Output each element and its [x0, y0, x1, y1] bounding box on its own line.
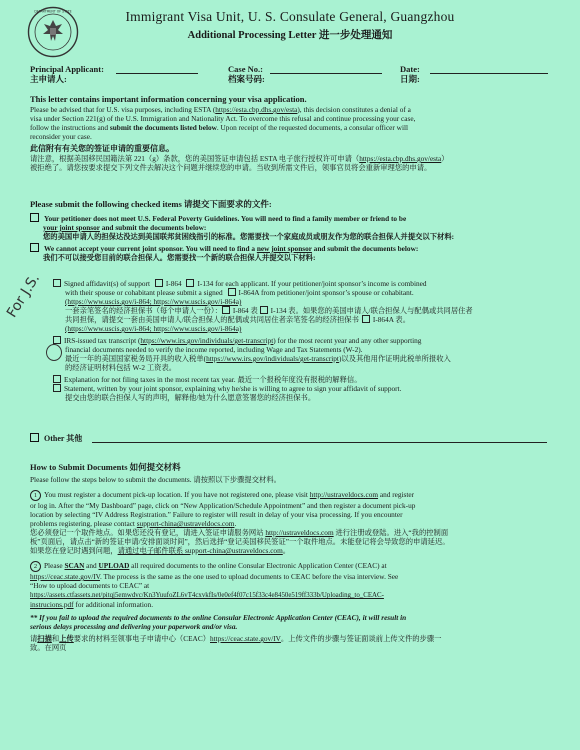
checked-items-section — [30, 199, 560, 262]
step-two: 2 Please SCAN and UPLOAD all required documents to the online Consular Electronic Application Center (CEAC) at https://ceac.state.gov/IV. The process is the same as the one used to upload documents to CEAC before the visa interview. See “How to upload documents to CEAC” at https://assets.ctfassets.net/pitqj5emwdvc/Kn3YuufoZL6vT4cxvkfIs/0e0ef4f07c15f33c4e8450e519ff333b/Uploading_to_CEAC- instrucions.pdf for additional information. — [30, 561, 399, 609]
other-item: Other 其他 — [30, 433, 82, 443]
irs-transcript-link-zh[interactable]: https://www.irs.gov/individuals/get-transcript — [206, 354, 339, 363]
upload-warning: ** If you fail to upload the required documents to the online Consular Electronic Application Center (CEAC), it will result in serious delays processing and delivering your paperwork and/or visa. — [30, 613, 407, 631]
intro-heading: This letter contains important information concerning your visa application. — [30, 94, 307, 104]
uscis-links-zh[interactable]: (https://www.uscis.gov/i-864; https://www.uscis.gov/i-864a) — [65, 324, 242, 333]
checkbox-i864a-zh[interactable] — [362, 315, 370, 323]
handwritten-note: For J.S. — [4, 271, 44, 321]
how-intro: Please follow the steps below to submit the documents. 请按照以下步骤提交材料。 — [30, 475, 281, 484]
checked-items-heading: Please submit the following checked items 请提交下面要求的文件: — [30, 199, 272, 209]
svg-text:DEPARTMENT OF STATE: DEPARTMENT OF STATE — [34, 9, 72, 14]
support-email-link[interactable]: support-china@ustraveldocs.com — [136, 519, 235, 528]
intro-heading-zh: 此信附有有关您的签证申请的重要信息。 — [30, 144, 174, 153]
checkbox-i864a[interactable] — [228, 288, 236, 296]
ustraveldocs-link-zh[interactable]: http://ustraveldocs.com — [265, 528, 334, 537]
irs-transcript-link[interactable]: https://www.irs.gov/individuals/get-transcript — [140, 336, 274, 345]
intro-paragraph: Please be advised that for U.S. visa purposes, including ESTA (https://esta.cbp.dhs.gov/esta), this decision constitutes a denial of a visa under Section 221(g) of the U.S. Immigration and Nationality Act. To overcome this refusal and continue processing your case, follow the instructions and submit the documents listed below. Upon receipt of the requested documents, a consular officer will reconsider your case. — [30, 105, 416, 141]
handwritten-check-circle — [46, 344, 62, 361]
letter-title: Immigrant Visa Unit, U. S. Consulate General, Guangzhou — [125, 9, 455, 24]
checkbox-i864[interactable] — [155, 279, 163, 287]
sub-item-no-taxes: Explanation for not filing taxes in the most recent tax year. 最近一个报税年度没有报税的解释信。 — [53, 375, 563, 384]
esta-link-zh[interactable]: https://esta.cbp.dhs.gov/esta — [359, 154, 442, 163]
case-number-label: Case No.: 档案号码: — [228, 64, 265, 84]
principal-applicant-label: Principal Applicant: 主申请人: — [30, 64, 104, 84]
date-label: Date: 日期: — [400, 64, 420, 84]
how-heading: How to Submit Documents 如何提交材料 — [30, 462, 181, 472]
checkbox-i134-zh[interactable] — [260, 306, 268, 314]
step-one-number: 1 — [30, 490, 41, 501]
checkbox-affidavit[interactable] — [53, 279, 61, 287]
checkbox-i134[interactable] — [186, 279, 194, 287]
document-list — [53, 279, 563, 402]
checkbox-poverty[interactable] — [30, 213, 39, 222]
ustraveldocs-link[interactable]: http://ustraveldocs.com — [309, 490, 379, 499]
intro-section — [30, 94, 560, 172]
uscis-links[interactable]: (https://www.uscis.gov/i-864; https://www.uscis.gov/i-864a) — [65, 297, 242, 306]
checkbox-tax-transcript[interactable] — [53, 336, 61, 344]
ceac-link-zh[interactable]: https://ceac.state.gov/IV — [210, 634, 281, 643]
ceac-instructions-link[interactable]: https://assets.ctfassets.net/pitqj5emwdvc/Kn3YuufoZL6vT4cxvkfIs/0e0ef4f07c15f33c4e8450e519ff333b/Uploading_to_CEAC- — [30, 592, 384, 599]
checkbox-new-sponsor[interactable] — [30, 243, 39, 252]
checkbox-other[interactable] — [30, 433, 39, 442]
checkbox-i864-zh[interactable] — [222, 306, 230, 314]
case-number-field — [270, 73, 382, 74]
ceac-link[interactable]: https://ceac.state.gov/IV — [30, 572, 100, 581]
item-new-joint-sponsor: We cannot accept your current joint sponsor. You will need to find a new joint sponsor and submit the documents below: 我们不可以接受您目前的联合担保人。您需要找一个新的联合担保人并提交以下材料: — [30, 243, 560, 262]
sub-item-statement: Statement, written by your joint sponsor, explaining why he/she is willing to agree to sign your affidavit of support. 提交由您的联合担保人写的声明，解释他/她为什么愿意签署您的经济担保书。 — [53, 384, 563, 402]
sub-item-tax-transcript: IRS-issued tax transcript (https://www.irs.gov/individuals/get-transcript) for the most recent year and any other supporting financial documents needed to verify the income reported, including Wage and Tax Statements (W-2). 最近一年的美国国家税务局开具的收入税单(https://www.irs.gov/individuals/get-transcript)以及其他用作证明此税单所报收入 的经济证明材料包括 W-2 工资表。 — [53, 336, 563, 372]
step-two-number: 2 — [30, 561, 41, 572]
other-field — [92, 442, 547, 443]
esta-link[interactable]: https://esta.cbp.dhs.gov/esta — [215, 105, 298, 114]
sub-item-affidavit: Signed affidavit(s) of support I-864 I-134 for each applicant. If your petitioner/joint sponsor’s income is combined with their spouse or cohabitant please submit a signed I-864A from petitioner/joint sponsor’s spouse or cohabitant. (https://www.uscis.gov/i-864; https://www.uscis.gov/i-864a) 一套亲笔签名的经济担保书（每个申请人一份）： I-864 表 I-134 表。如果您的美国申请人/联合担保人与配偶或共同居住者 共同担保，请提交一套由美国申请人/联合担保人的配偶或共同居住者亲笔签名的经济担保书 I-864A 表。 (https://www.uscis.gov/i-864; https://www.uscis.gov/i-864a) — [53, 279, 563, 333]
date-field — [430, 73, 548, 74]
checkbox-no-taxes[interactable] — [53, 375, 61, 383]
checkbox-statement[interactable] — [53, 384, 61, 392]
principal-applicant-field — [116, 73, 198, 74]
how-to-submit-section — [30, 462, 560, 652]
letter-subtitle: Additional Processing Letter 进一步处理通知 — [187, 30, 393, 41]
support-email-link-zh[interactable]: 请通过电子邮件联系 support-china@ustraveldocs.com — [117, 546, 283, 555]
ceac-instructions-link-end[interactable]: instrucions.pdf — [30, 600, 74, 609]
intro-paragraph-zh: 请注意，根据美国移民国籍法第 221（g）条款，您的美国签证申请包括 ESTA 电子旅行授权许可申请（https://esta.cbp.dhs.gov/esta） 被拒绝了。请您按要求提交下列文件去解决这个问题并继续您的申请。当收到所需文件后，领事官员将会重新审理您的申请。 — [30, 154, 449, 172]
step-one: 1 You must register a document pick-up location. If you have not registered one, please visit http://ustraveldocs.com and register or log in. After the “My Dashboard” page, click on “New Application/Schedule Appointment” and then register a document pick-up location by selecting “IV Address Registration.” Failure to register will result in delay of your visa processing. If you encounter problems registering, please contact support-china@ustraveldocs.com. 您必须登记一个取件地点。如果您还没有登记，请进入签证申请服务网站 http://ustraveldocs.com 进行注册或登陆。进入“我的控制面 板”页面后，请点击“新的签证申请/安排面谈时间”，然后选择“登记美国移民签证”一个取件地点。未能登记将会导致您的申请延迟。 如果您在登记时遇到问题，请通过电子邮件联系 support-china@ustraveldocs.com。 — [30, 490, 450, 555]
step-two-zh: 请扫描和上传要求的材料至领事电子申请中心（CEAC）https://ceac.state.gov/IV。上传文件的步骤与签证面谈前上传文件的步骤一 致。在网页 — [30, 634, 442, 652]
item-poverty-guidelines: Your petitioner does not meet U.S. Federal Poverty Guidelines. You will need to find a family member or friend to be your joint sponsor and submit the documents below: 您的美国申请人的担保达没达到美国联邦贫困线指引的标准。您需要找一个家庭成员或朋友作为您的联合担保人并提交以下材料: — [30, 213, 560, 241]
